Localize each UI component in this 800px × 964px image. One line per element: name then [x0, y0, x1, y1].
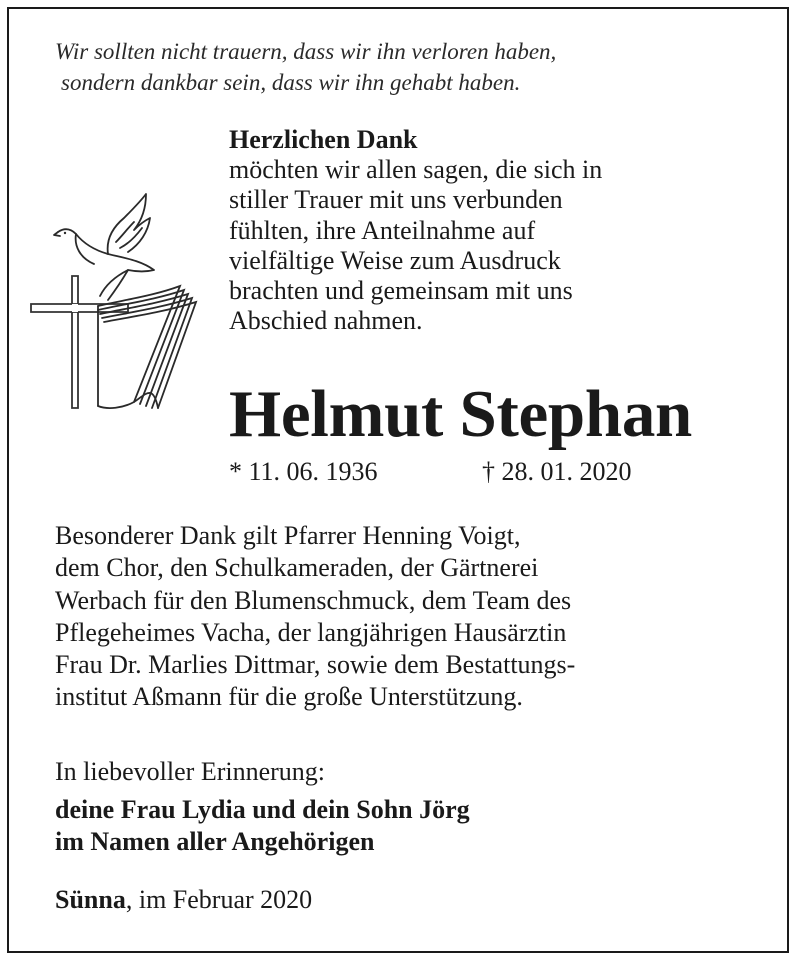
special-thanks-line: Pflegeheimes Vacha, der langjährigen Hausärztin	[55, 617, 567, 647]
family-signature	[55, 794, 470, 858]
death-date: † 28. 01. 2020	[482, 457, 632, 486]
dove-cross-book-icon	[28, 188, 208, 414]
town-name: Sünna	[55, 885, 126, 914]
memorial-quote	[55, 36, 556, 98]
family-line-2: im Namen aller Angehörigen	[55, 827, 375, 856]
thanks-line: brachten und gemeinsam mit uns	[229, 276, 573, 306]
birth-date: * 11. 06. 1936	[229, 457, 378, 486]
dove-icon	[54, 194, 154, 300]
place-date	[55, 884, 312, 916]
date-text: , im Februar 2020	[125, 885, 313, 914]
thanks-line: fühlten, ihre Anteilnahme auf	[229, 215, 536, 245]
thanks-line: stiller Trauer mit uns verbunden	[229, 185, 563, 215]
thanks-heading: Herzlichen Dank	[229, 125, 418, 154]
quote-line-2: sondern dankbar sein, dass wir ihn gehabt haben.	[61, 70, 521, 95]
special-thanks-line: Werbach für den Blumenschmuck, dem Team des	[55, 585, 572, 615]
family-line-1: deine Frau Lydia und dein Sohn Jörg	[55, 795, 470, 824]
special-thanks-line: Besonderer Dank gilt Pfarrer Henning Voigt,	[55, 521, 521, 550]
thanks-paragraph	[229, 125, 602, 336]
quote-line-1: Wir sollten nicht trauern, dass wir ihn verloren haben,	[55, 39, 557, 64]
thanks-line: möchten wir allen sagen, die sich in	[229, 155, 603, 185]
special-thanks-line: institut Aßmann für die große Unterstützung.	[55, 682, 523, 712]
special-thanks-line: dem Chor, den Schulkameraden, der Gärtnerei	[55, 553, 539, 583]
life-dates	[229, 456, 632, 488]
thanks-line: vielfältige Weise zum Ausdruck	[229, 245, 561, 275]
special-thanks-paragraph	[55, 520, 575, 714]
cross-icon	[31, 276, 128, 408]
thanks-line: Abschied nahmen.	[229, 306, 423, 336]
special-thanks-line: Frau Dr. Marlies Dittmar, sowie dem Bestattungs-	[55, 650, 576, 680]
memory-line: In liebevoller Erinnerung:	[55, 757, 326, 786]
deceased-name: Helmut Stephan	[229, 377, 693, 451]
